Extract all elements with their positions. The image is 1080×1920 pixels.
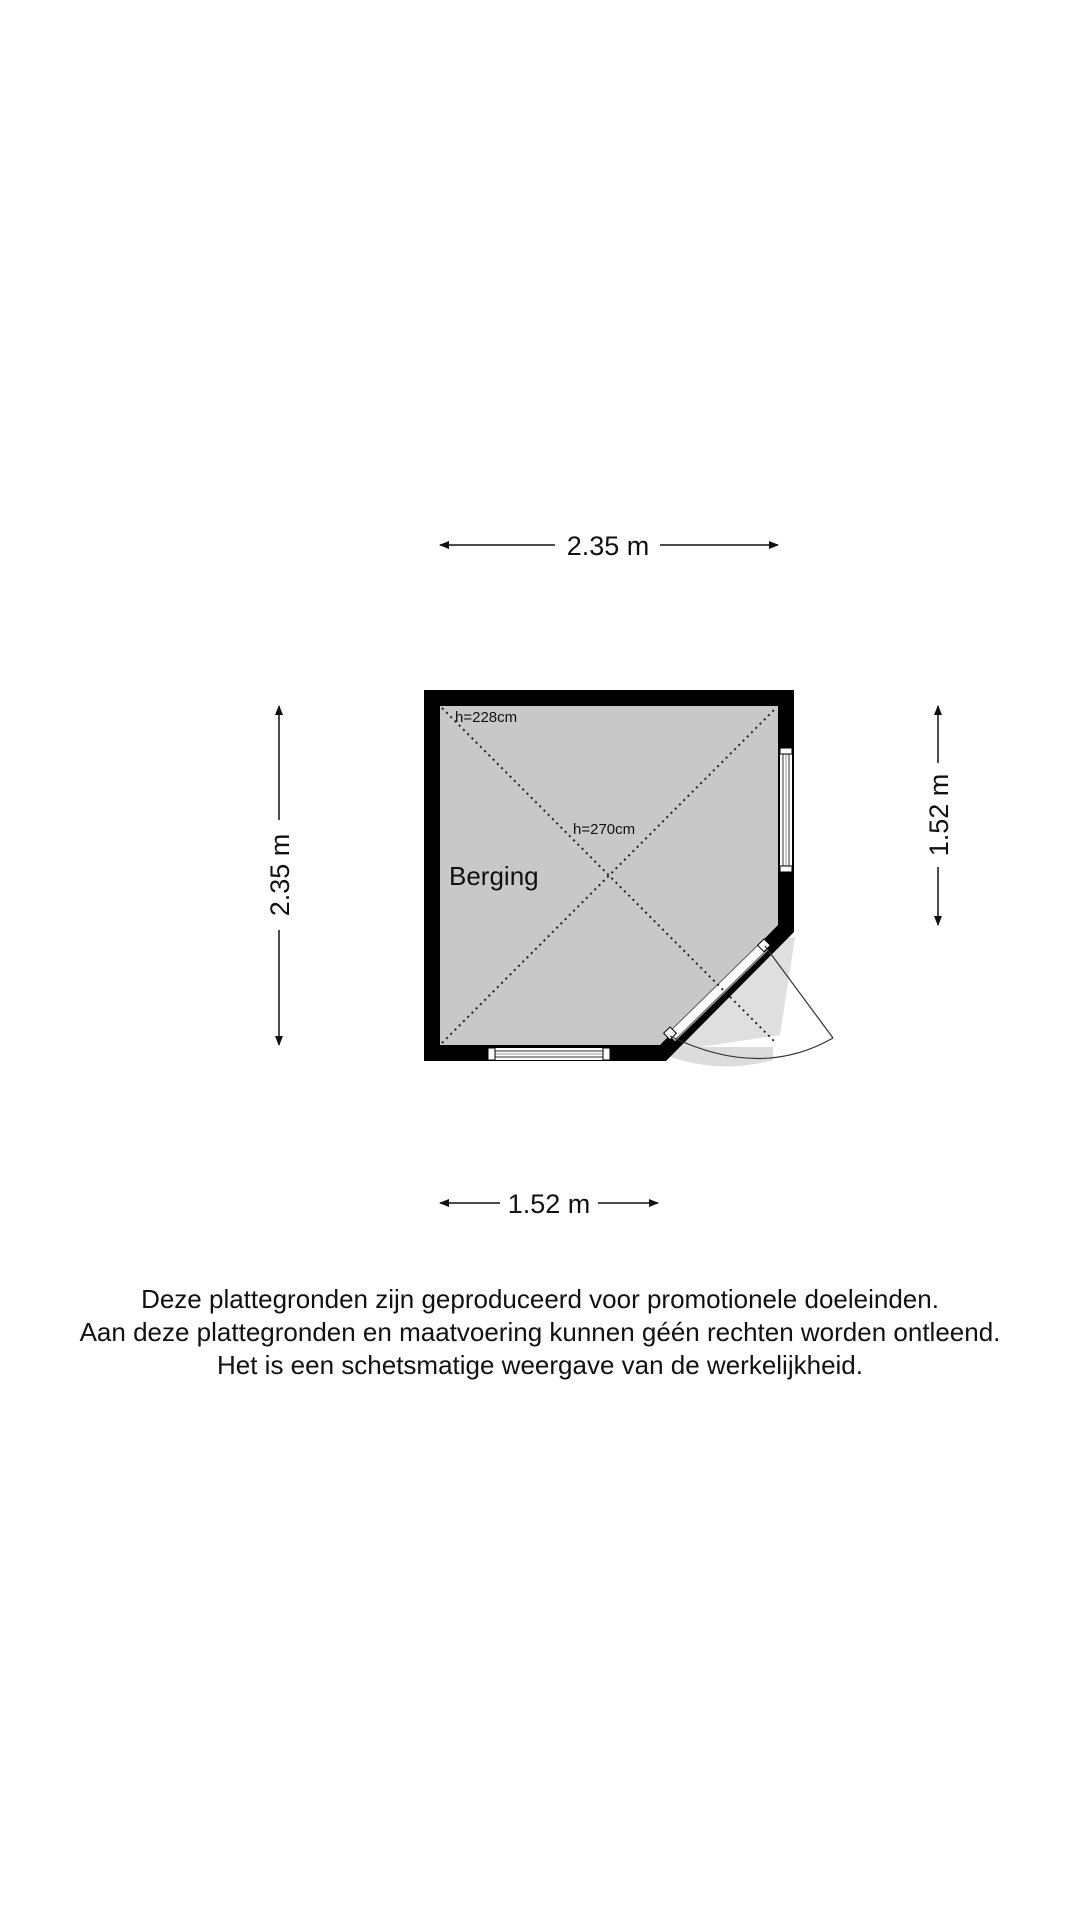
dimension-right-label: 1.52 m: [924, 773, 954, 857]
disclaimer-line-1: Deze plattegronden zijn geproduceerd voor promotionele doeleinden.: [141, 1284, 939, 1314]
disclaimer: [0, 1283, 1080, 1382]
dimension-top-label: 2.35 m: [566, 531, 650, 561]
room-label: Berging: [449, 861, 539, 891]
dimension-bottom: [440, 1189, 658, 1219]
window-bottom: [488, 1048, 610, 1060]
dimension-top: [440, 531, 778, 561]
height-label-center: h=270cm: [573, 821, 636, 838]
disclaimer-line-3: Het is een schetsmatige weergave van de werkelijkheid.: [216, 1350, 863, 1380]
height-label-corner: h=228cm: [455, 709, 518, 726]
disclaimer-line-2: Aan deze plattegronden en maatvoering kunnen géén rechten worden ontleend.: [79, 1317, 1001, 1347]
dimension-bottom-label: 1.52 m: [507, 1189, 591, 1219]
window-right: [780, 748, 792, 872]
door-swing-area: [668, 1047, 773, 1066]
dimension-left: [265, 706, 295, 1045]
dimension-right: [924, 706, 954, 925]
dimension-left-label: 2.35 m: [265, 833, 295, 917]
